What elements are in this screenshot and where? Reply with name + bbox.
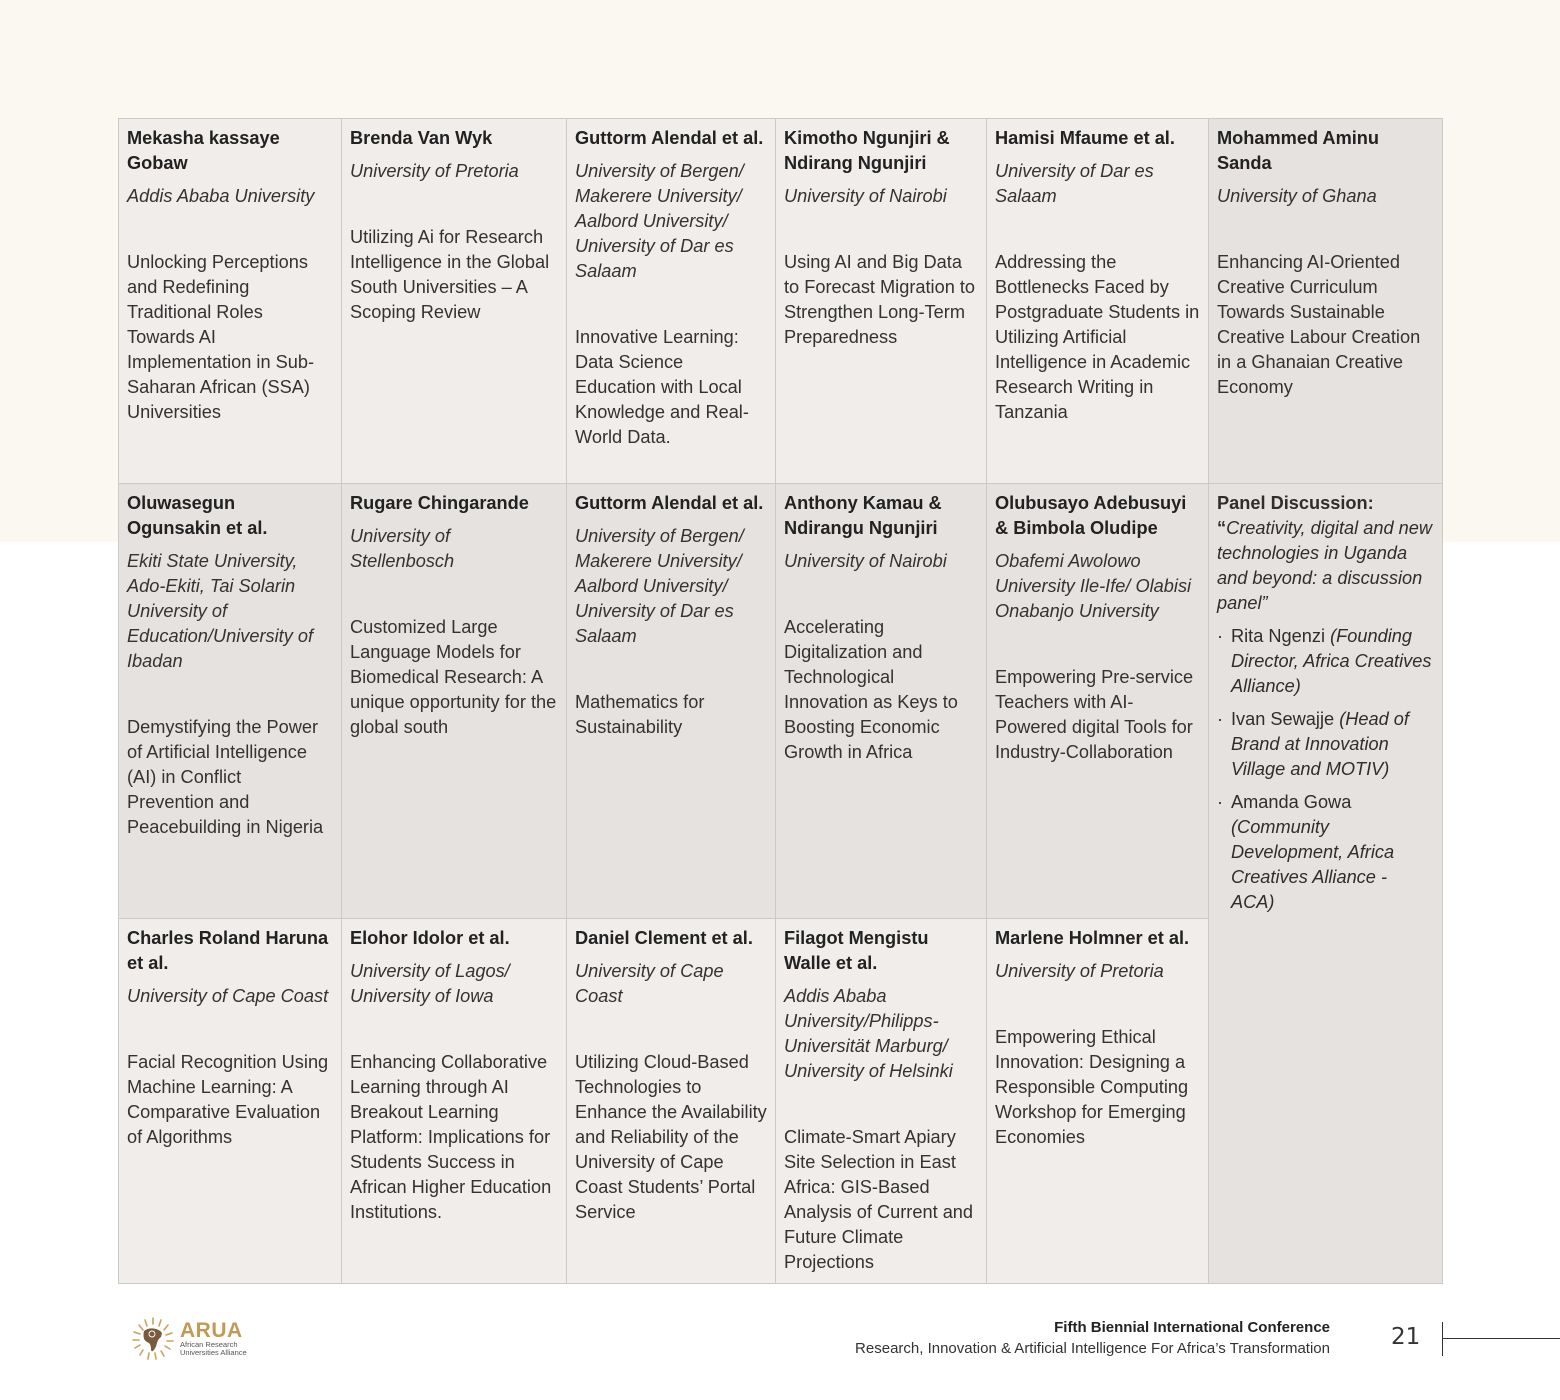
- presentation-cell: [567, 919, 776, 1284]
- presentation-cell: [987, 484, 1209, 919]
- affiliation: Ekiti State University, Ado-Ekiti, Tai Solarin University of Education/University of Ibadan: [127, 551, 314, 671]
- logo-subtitle-line2: Universities Alliance: [180, 1348, 247, 1357]
- presentation-cell: [567, 119, 776, 484]
- paper-title: Climate-Smart Apiary Site Selection in East Africa: GIS-Based Analysis of Current and Future Climate Projections: [784, 1127, 974, 1272]
- affiliation: University of Cape Coast: [127, 986, 329, 1006]
- paper-title: Empowering Ethical Innovation: Designing a Responsible Computing Workshop for Emerging Economies: [995, 1027, 1189, 1147]
- panel-topic: “Creativity, digital and new technologies in Uganda and beyond: a discussion panel”: [1217, 518, 1432, 613]
- presentation-cell: [1209, 119, 1443, 484]
- author-name: Mekasha kassaye Gobaw: [127, 128, 280, 173]
- panelist-name: Amanda Gowa: [1231, 792, 1352, 812]
- bullet-icon: ·: [1217, 626, 1224, 646]
- page-marker-divider: [1442, 1322, 1443, 1356]
- presentation-cell: [119, 484, 342, 919]
- affiliation: University of Nairobi: [784, 551, 947, 571]
- author-name: Filagot Mengistu Walle et al.: [784, 928, 929, 973]
- presentation-cell: [567, 484, 776, 919]
- paper-title: Enhancing Collaborative Learning through AI Breakout Learning Platform: Implications for Students Success in African Higher Education Institutions.: [350, 1052, 552, 1222]
- author-name: Rugare Chingarande: [350, 493, 529, 513]
- presentation-cell: [987, 119, 1209, 484]
- paper-title: Utilizing Ai for Research Intelligence in the Global South Universities – A Scoping Review: [350, 227, 550, 322]
- author-name: Marlene Holmner et al.: [995, 928, 1190, 948]
- affiliation: University of Bergen/ Makerere University/ Aalbord University/ University of Dar es Salaam: [575, 526, 744, 646]
- affiliation: Addis Ababa University/Philipps-Universität Marburg/ University of Helsinki: [784, 986, 953, 1081]
- affiliation: University of Nairobi: [784, 186, 947, 206]
- author-name: Mohammed Aminu Sanda: [1217, 128, 1380, 173]
- paper-title: Accelerating Digitalization and Technological Innovation as Keys to Boosting Economic Growth in Africa: [784, 617, 958, 762]
- panelist-name: Ivan Sewajje: [1231, 709, 1335, 729]
- presentation-cell: [776, 119, 987, 484]
- paper-title: Utilizing Cloud-Based Technologies to Enhance the Availability and Reliability of the University of Cape Coast Students’ Portal Service: [575, 1052, 767, 1222]
- panelist-list: [1217, 624, 1434, 915]
- author-name: Charles Roland Haruna et al.: [127, 928, 329, 973]
- paper-title: Using AI and Big Data to Forecast Migration to Strengthen Long-Term Preparedness: [784, 252, 976, 347]
- affiliation: University of Bergen/ Makerere University/ Aalbord University/ University of Dar es Salaam: [575, 161, 744, 281]
- paper-title: Mathematics for Sustainability: [575, 692, 705, 737]
- author-name: Brenda Van Wyk: [350, 128, 493, 148]
- bullet-icon: ·: [1217, 792, 1224, 812]
- presentation-cell: [119, 119, 342, 484]
- panelist-role: (Community Development, Africa Creatives Alliance - ACA): [1231, 817, 1395, 912]
- paper-title: Addressing the Bottlenecks Faced by Postgraduate Students in Utilizing Artificial Intelligence in Academic Research Writing in Tanzania: [995, 252, 1200, 422]
- presentation-cell: [776, 919, 987, 1284]
- table-row: [119, 119, 1443, 484]
- presentation-cell: [776, 484, 987, 919]
- panelist-role: (Head of Brand at Innovation Village and MOTIV): [1231, 709, 1409, 779]
- affiliation: University of Lagos/ University of Iowa: [350, 961, 510, 1006]
- paper-title: Unlocking Perceptions and Redefining Traditional Roles Towards AI Implementation in Sub-Saharan African (SSA) Universities: [127, 252, 315, 422]
- presentation-schedule-table: [118, 118, 1443, 1284]
- bullet-icon: ·: [1217, 709, 1224, 729]
- affiliation: University of Stellenbosch: [350, 526, 455, 571]
- paper-title: Empowering Pre-service Teachers with AI-Powered digital Tools for Industry-Collaboration: [995, 667, 1194, 762]
- affiliation: University of Cape Coast: [575, 961, 724, 1006]
- page-number: 21: [1391, 1324, 1421, 1350]
- panelist-name: Rita Ngenzi: [1231, 626, 1326, 646]
- arua-logo: [130, 1314, 260, 1364]
- presentation-cell: [342, 119, 567, 484]
- author-name: Hamisi Mfaume et al.: [995, 128, 1175, 148]
- conference-title: Fifth Biennial International Conference: [1054, 1319, 1330, 1336]
- panelist-item: [1217, 707, 1434, 782]
- author-name: Guttorm Alendal et al.: [575, 493, 764, 513]
- presentation-cell: [342, 919, 567, 1284]
- paper-title: Enhancing AI-Oriented Creative Curriculum Towards Sustainable Creative Labour Creation in a Ghanaian Creative Economy: [1217, 252, 1421, 397]
- panel-discussion-cell: [1209, 484, 1443, 1284]
- author-name: Oluwasegun Ogunsakin et al.: [127, 493, 268, 538]
- paper-title: Demystifying the Power of Artificial Intelligence (AI) in Conflict Prevention and Peacebuilding in Nigeria: [127, 717, 324, 837]
- paper-title: Customized Large Language Models for Biomedical Research: A unique opportunity for the global south: [350, 617, 557, 737]
- author-name: Olubusayo Adebusuyi & Bimbola Oludipe: [995, 493, 1187, 538]
- panelist-item: [1217, 790, 1434, 915]
- paper-title: Facial Recognition Using Machine Learning: A Comparative Evaluation of Algorithms: [127, 1052, 329, 1147]
- paper-title: Innovative Learning: Data Science Education with Local Knowledge and Real-World Data.: [575, 327, 749, 447]
- affiliation: University of Pretoria: [995, 961, 1164, 981]
- affiliation: University of Ghana: [1217, 186, 1377, 206]
- affiliation: Addis Ababa University: [127, 186, 315, 206]
- panel-heading: Panel Discussion:: [1217, 493, 1374, 513]
- presentation-cell: [987, 919, 1209, 1284]
- conference-footer: [855, 1318, 1330, 1360]
- conference-subtitle: Research, Innovation & Artificial Intelligence For Africa’s Transformation: [855, 1340, 1330, 1357]
- table-row: [119, 484, 1443, 919]
- logo-wordmark: ARUA: [180, 1319, 243, 1342]
- author-name: Guttorm Alendal et al.: [575, 128, 764, 148]
- presentation-cell: [119, 919, 342, 1284]
- page-marker-line: [1442, 1338, 1560, 1339]
- author-name: Kimotho Ngunjiri & Ndirang Ngunjiri: [784, 128, 950, 173]
- panelist-item: [1217, 624, 1434, 699]
- panelist-role: (Founding Director, Africa Creatives Alliance): [1231, 626, 1432, 696]
- author-name: Daniel Clement et al.: [575, 928, 753, 948]
- affiliation: University of Dar es Salaam: [995, 161, 1154, 206]
- africa-sun-logo-icon: [130, 1316, 176, 1362]
- author-name: Anthony Kamau & Ndirangu Ngunjiri: [784, 493, 942, 538]
- presentation-cell: [342, 484, 567, 919]
- author-name: Elohor Idolor et al.: [350, 928, 510, 948]
- affiliation: University of Pretoria: [350, 161, 519, 181]
- logo-subtitle-line1: African Research: [180, 1340, 238, 1349]
- affiliation: Obafemi Awolowo University Ile-Ife/ Olabisi Onabanjo University: [995, 551, 1192, 621]
